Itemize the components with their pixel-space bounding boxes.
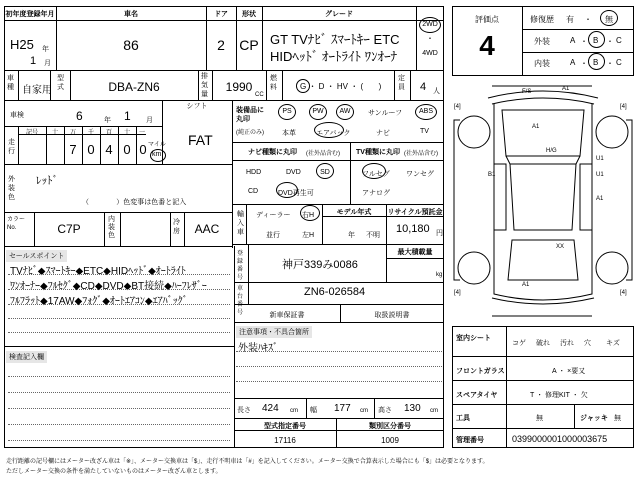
capacity: 4: [420, 81, 427, 93]
exterior-color: ﾚｯﾄﾞ: [36, 175, 58, 187]
repair-label: 修復歴: [530, 15, 554, 24]
diagram-label-a1-top: A1: [562, 86, 570, 92]
mileage-hdr-symbol: 記号: [25, 130, 38, 136]
model-code: DBA-ZN6: [108, 80, 160, 94]
sheet-stain: 汚れ: [560, 340, 574, 347]
repair-no: 無: [605, 15, 613, 24]
recycle-label: リサイクル預託金: [387, 209, 443, 216]
height: 130: [404, 403, 421, 414]
spare-options: T ・ 修理KIT ・ 欠: [530, 392, 588, 399]
ext-a: A: [570, 36, 576, 45]
mileage-digit-5: 0: [123, 142, 131, 157]
diagram-mark-lf: [4]: [454, 104, 461, 110]
first-reg-era: H25: [10, 37, 34, 52]
grade-label: グレード: [325, 11, 353, 18]
navi-title: ナビ種類に丸印: [248, 149, 297, 156]
int-sep-2: ・: [606, 59, 614, 68]
sales-point-label: セールスポイント: [6, 250, 67, 262]
diagram-label-u1-b: U1: [596, 172, 604, 178]
mileage-unit-mile: マイル: [148, 142, 166, 148]
equip-ps: PS: [282, 108, 292, 115]
mileage-unit-km: km: [152, 151, 162, 158]
color-no: C7P: [57, 222, 81, 236]
capacity-label: 定員: [398, 75, 405, 91]
import-label: 輸入車: [237, 211, 244, 236]
diagram-mark-rf: [4]: [620, 104, 627, 110]
cc-unit: CC: [255, 92, 264, 98]
mileage-hdr-1: 一: [138, 130, 145, 136]
reg-no-label: 登録番号: [237, 251, 244, 281]
ext-label: 外装: [534, 37, 550, 46]
int-c: C: [616, 58, 622, 67]
type-code: 17116: [274, 436, 296, 445]
door-label: ドア: [214, 11, 228, 18]
mileage-hdr-10: 十: [123, 130, 130, 136]
diagram-label-xx: XX: [556, 244, 565, 250]
mileage-hdr-1k: 千: [87, 130, 94, 136]
color-no-label: カラーNo.: [7, 217, 26, 231]
spare-label: スペアタイヤ: [456, 392, 498, 399]
reg-no: 神戸339み0086: [282, 259, 358, 271]
equip-airbag: エアバック: [316, 130, 351, 137]
length: 424: [262, 403, 279, 414]
body-shape: CP: [239, 37, 259, 53]
mileage-hdr-10k: 万: [69, 130, 76, 136]
mgmt-label: 管理番号: [456, 437, 484, 444]
fuel-label: 燃料: [270, 75, 277, 91]
glass-options: A ・ ×要又: [552, 368, 586, 375]
mileage-digit-6: 0: [139, 142, 147, 157]
height-unit: cm: [430, 408, 438, 414]
model-year-value: 不明: [366, 232, 380, 239]
width-unit: cm: [360, 408, 368, 414]
drive-2wd: 2WD: [422, 21, 438, 28]
mileage-hdr-100: 百: [105, 130, 112, 136]
length-label: 長さ: [237, 407, 251, 414]
model-label: 型式: [57, 75, 64, 91]
shift-value: FAT: [188, 132, 213, 148]
int-b: B: [593, 58, 599, 67]
warranty-label: 新車保証書: [269, 312, 305, 319]
equipment-title: 装備品に丸印: [236, 107, 264, 123]
equip-pw: PW: [312, 108, 324, 115]
inspection-month-unit: 月: [146, 117, 153, 124]
equip-abs: ABS: [418, 108, 433, 115]
chassis-no: ZN6-026584: [304, 286, 366, 298]
diagram-label-b1: B1: [488, 172, 496, 178]
max-load-unit: kg: [436, 272, 443, 278]
mileage-digit-3: 0: [87, 142, 95, 157]
jack-label: ジャッキ: [580, 415, 608, 422]
type-code-label: 型式指定番号: [264, 423, 306, 430]
diagram-label-u1-a: U1: [596, 156, 604, 162]
navi-dvd: DVD: [286, 169, 301, 176]
int-label: 内装: [534, 59, 550, 68]
score: 4: [479, 30, 495, 61]
car-name: 86: [123, 37, 139, 53]
inspection-year-unit: 年: [104, 117, 111, 124]
width-label: 幅: [310, 407, 317, 414]
glass-label: フロントガラス: [456, 368, 505, 375]
inspection-month: 1: [124, 109, 131, 123]
diagram-mark-lr: [4]: [454, 290, 461, 296]
first-reg-label: 初年度登録年月: [5, 11, 55, 18]
tools-label: 工具: [456, 415, 470, 422]
inspector-label: 検査記入欄: [6, 351, 47, 363]
notes-label: 注意事項・不具合箇所: [236, 326, 312, 338]
repair-yes: 有: [566, 15, 574, 24]
tv-oneseg: ワンセグ: [406, 171, 434, 178]
repair-sep: ・: [584, 15, 592, 24]
sheet-label: 室内シート: [456, 335, 491, 342]
chassis-label: 車台番号: [237, 286, 244, 316]
shape-label: 形状: [242, 11, 256, 18]
door-count: 2: [217, 37, 225, 53]
sheet-scratch: キズ: [606, 340, 620, 347]
class-code: 1009: [381, 436, 399, 445]
navi-dvd-play: DVD再生可: [278, 190, 314, 197]
diagram-mark-rr: [4]: [620, 290, 627, 296]
displacement-label: 排気量: [201, 73, 208, 98]
grade-line-1: GT TVﾅﾋﾞ ｽﾏｰﾄｷｰ ETC: [270, 32, 400, 47]
import-left: 左H: [302, 232, 315, 239]
mileage-digit-4: 4: [105, 142, 113, 157]
navi-sd: SD: [320, 169, 330, 176]
equip-tv: TV: [420, 128, 429, 135]
equip-navi: ナビ: [376, 130, 390, 137]
jack-value: 無: [614, 415, 621, 422]
interior-label: 内装色: [108, 216, 115, 239]
first-reg-year-unit: 年: [42, 46, 49, 53]
sheet-tear: 破れ: [536, 340, 550, 347]
model-year-unit: 年: [348, 232, 355, 239]
equipment-subtitle: (純正のみ): [236, 130, 264, 136]
mileage-digit-2: 7: [69, 142, 77, 157]
tv-fullseg: フルセグ: [362, 171, 390, 178]
equip-sunroof: サンルーフ: [368, 110, 403, 117]
exterior-label: 外装色: [8, 176, 15, 201]
sheet-burn: コゲ: [512, 340, 526, 347]
import-parallel: 並行: [266, 232, 280, 239]
sheet-hole: 穴: [584, 340, 591, 347]
exterior-note: （ ）色変事は色番と記入: [82, 199, 187, 206]
model-year-label: モデル年式: [336, 209, 372, 216]
car-name-label: 車名: [124, 11, 138, 18]
tv-title: TV種類に丸印: [356, 149, 400, 156]
ext-sep-1: ・: [580, 37, 588, 46]
class-code-label: 類別区分番号: [369, 423, 411, 430]
ext-b: B: [593, 36, 599, 45]
equip-aw: AW: [339, 108, 351, 115]
mgmt-no: 0399000001000003675: [512, 434, 608, 444]
diagram-label-fs: F/S: [522, 89, 532, 95]
sales-point-line-3: ﾌﾙﾌﾗｯﾄ◆17AW◆ﾌｫｸﾞ◆ｵｰﾄｴｱｺﾝ◆ｴｱﾊﾞｯｸﾞ: [10, 296, 188, 307]
recycle-unit: 円: [436, 230, 443, 237]
mileage-hdr-100k: 十: [51, 130, 58, 136]
diagram-label-a1-hood: A1: [532, 124, 540, 130]
notes-text: 外装ﾊｷｽﾞ: [238, 343, 278, 354]
mileage-label: 走行: [8, 139, 15, 155]
grade-line-2: HIDﾍｯﾄﾞ ｵｰﾄﾗｲﾄ ﾜﾝｵｰﾅ: [270, 49, 398, 64]
navi-note: (社外品含む): [306, 151, 340, 157]
max-load-label: 最大積載量: [397, 249, 433, 256]
manual-label: 取扱説明書: [374, 312, 410, 319]
equip-leather: 本革: [282, 130, 296, 137]
drive-dot: ・: [426, 34, 434, 43]
int-sep-1: ・: [580, 59, 588, 68]
navi-hdd: HDD: [246, 169, 262, 176]
int-a: A: [570, 58, 576, 67]
tools-value: 無: [536, 415, 543, 422]
diagram-label-a1-side: A1: [596, 196, 604, 202]
inspection-year: 6: [76, 109, 83, 123]
height-label: 高さ: [378, 407, 392, 414]
inspection-label: 車検: [10, 112, 24, 119]
car-damage-diagram: [452, 80, 634, 320]
sales-point-line-2: ﾜﾝｵｰﾅｰ◆ﾌﾙｾｸﾞ◆CD◆DVD◆BT接続◆ﾊｰﾌﾚｻﾞｰ: [10, 281, 207, 292]
car-type-label: 車種: [7, 75, 14, 91]
width: 177: [334, 403, 351, 414]
sales-point-line-1: TVﾅﾋﾞ◆ｽﾏｰﾄｷｰ◆ETC◆HIDﾍｯﾄﾞ◆ｵｰﾄﾗｲﾄ: [10, 266, 186, 277]
length-unit: cm: [290, 408, 298, 414]
diagram-label-a1-rear: A1: [522, 282, 530, 288]
first-reg-month: 1: [30, 55, 37, 67]
import-dealer: ディーラー: [256, 212, 291, 219]
aircon-label: 冷房: [173, 219, 180, 235]
shift-label: シフト: [186, 103, 208, 110]
displacement: 1990: [225, 80, 253, 94]
aircon: AAC: [194, 222, 220, 236]
import-right: 右H: [302, 212, 315, 219]
footer-line-1: 走行距離の記号欄にはメーター改ざん車は「※」、メーター交換車は「$」、走行不明車は「#」を記入してください。メーター交換で合算表示した場合にも「$」は必要となります。: [6, 459, 489, 465]
ext-c: C: [616, 36, 622, 45]
recycle-value: 10,180: [396, 223, 430, 235]
capacity-unit: 人: [433, 88, 440, 95]
score-label: 評価点: [475, 15, 499, 24]
diagram-label-hg: H/G: [546, 148, 557, 154]
ext-sep-2: ・: [606, 37, 614, 46]
tv-analog: アナログ: [362, 190, 390, 197]
usage: 自家用: [22, 85, 52, 96]
footer-line-2: ただしメーター交換の条件を満たしていないものはメーター改ざん車とします。: [6, 469, 222, 475]
tv-note: (社外品含む): [404, 151, 438, 157]
navi-cd: CD: [248, 188, 259, 195]
first-reg-month-unit: 月: [44, 60, 51, 67]
drive-4wd: 4WD: [422, 50, 438, 57]
fuel-options: G ・ D ・ HV ・ ( ): [300, 82, 382, 91]
